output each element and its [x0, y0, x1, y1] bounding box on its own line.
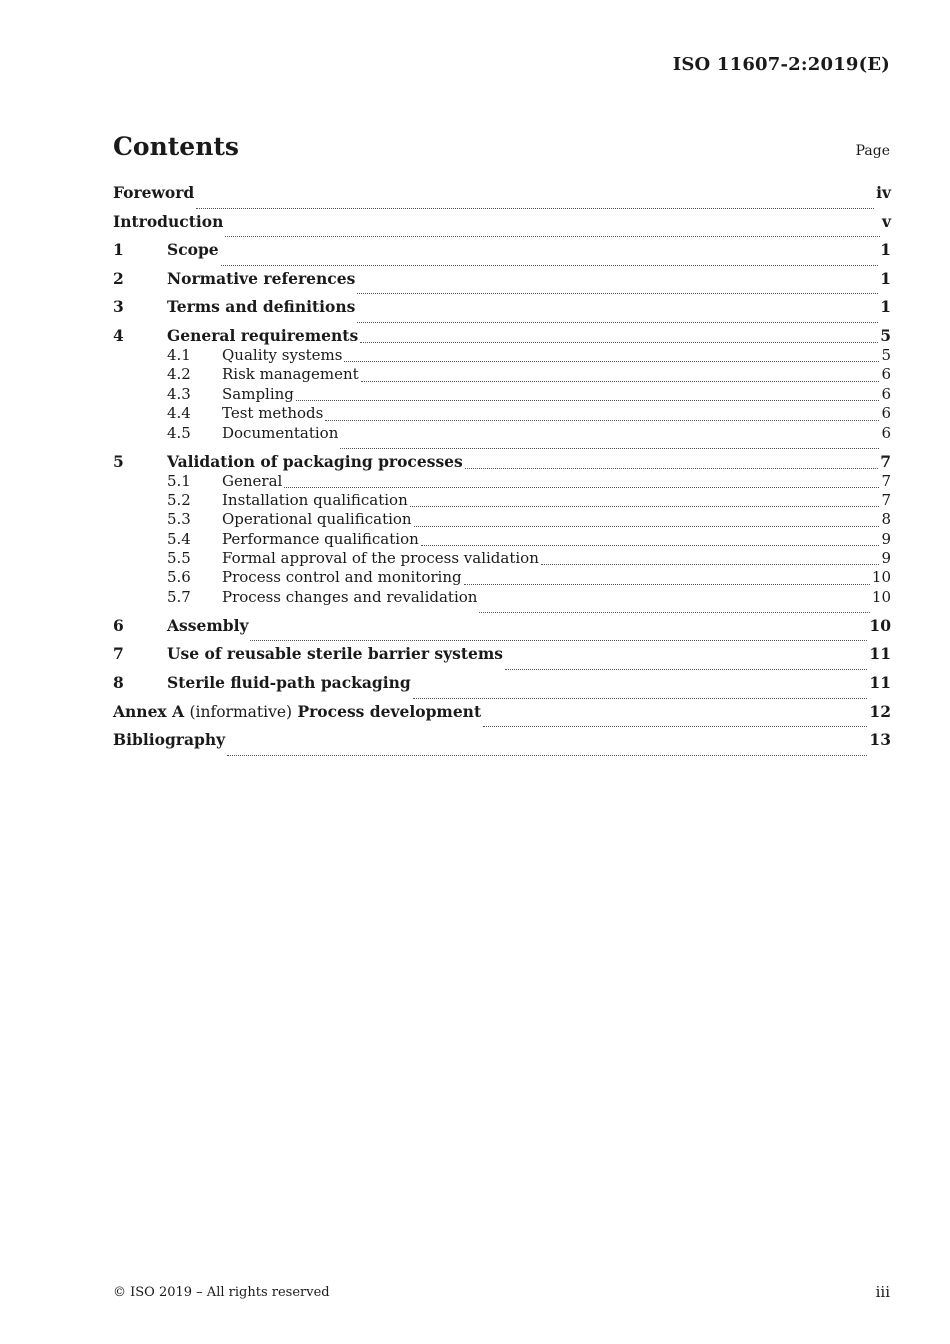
toc-title: Assembly [167, 615, 249, 635]
toc-page: 10 [871, 587, 891, 606]
toc-entry-foreword[interactable] [113, 183, 891, 212]
toc-page: 6 [881, 384, 891, 403]
toc-title: Operational qualification [222, 510, 412, 529]
toc-title: Normative references [167, 268, 356, 288]
toc-number: 5.7 [167, 587, 191, 606]
dot-leader [421, 544, 880, 546]
toc-number: 5.1 [167, 471, 191, 490]
toc-entry-annex-a[interactable] [113, 702, 891, 731]
toc-entry-2[interactable] [113, 269, 891, 298]
toc-entry-8[interactable] [113, 673, 891, 702]
toc-title: Performance qualification [222, 529, 419, 548]
toc-subentry-5-7[interactable] [113, 588, 891, 616]
toc-entry-introduction[interactable] [113, 212, 891, 241]
toc-page: iv [876, 183, 891, 202]
toc-subentry-5-4[interactable] [113, 530, 891, 549]
dot-leader [541, 563, 880, 565]
dot-leader [465, 467, 878, 469]
dot-leader [296, 399, 880, 401]
dot-leader [357, 292, 878, 294]
toc-title: Quality systems [222, 345, 343, 364]
annex-note: (informative) [189, 702, 293, 721]
dot-leader [325, 419, 879, 421]
toc-page: 13 [869, 730, 891, 750]
toc-number: 5.6 [167, 568, 191, 587]
toc-page: 6 [881, 423, 891, 442]
toc-entry-3[interactable] [113, 297, 891, 326]
dot-leader [340, 447, 879, 449]
toc-title: Installation qualification [222, 490, 408, 509]
toc-title: Scope [167, 240, 219, 260]
toc-subentry-5-3[interactable] [113, 510, 891, 529]
dot-leader [221, 264, 879, 266]
dot-leader [227, 754, 867, 756]
toc-number: 5.5 [167, 549, 191, 568]
toc-subentry-5-5[interactable] [113, 549, 891, 568]
dot-leader [250, 639, 867, 641]
page-column-label: Page [855, 143, 890, 159]
toc-number: 4.4 [167, 404, 191, 423]
toc-number: 5.4 [167, 529, 191, 548]
toc-page: 7 [880, 451, 891, 471]
toc-title: Documentation [222, 423, 339, 442]
contents-heading: Contents [113, 132, 240, 161]
toc-title [113, 702, 481, 721]
toc-entry-6[interactable] [113, 616, 891, 645]
dot-leader [225, 235, 880, 237]
toc-title: Test methods [222, 404, 324, 423]
toc-title: Sampling [222, 384, 294, 403]
page-number: iii [875, 1283, 890, 1301]
toc-subentry-4-4[interactable] [113, 404, 891, 423]
dot-leader [196, 207, 874, 209]
toc-page: 11 [869, 644, 891, 664]
toc-number: 5.2 [167, 490, 191, 509]
toc-entry-1[interactable] [113, 240, 891, 269]
toc-number: 1 [113, 240, 124, 260]
toc-number: 2 [113, 268, 124, 288]
toc-title: Use of reusable sterile barrier systems [167, 644, 504, 664]
toc-page: 1 [880, 268, 891, 288]
toc-number: 7 [113, 644, 124, 664]
dot-leader [410, 505, 880, 507]
toc-entry-bibliography[interactable] [113, 730, 891, 759]
toc-number: 6 [113, 615, 124, 635]
toc-number: 5.3 [167, 510, 191, 529]
toc-entry-4[interactable] [113, 326, 891, 346]
toc-entry-7[interactable] [113, 644, 891, 673]
toc-number: 4.2 [167, 365, 191, 384]
toc-title: Formal approval of the process validation [222, 549, 539, 568]
dot-leader [360, 341, 878, 343]
toc-page: 1 [880, 240, 891, 260]
toc-page: 7 [881, 471, 891, 490]
toc-page: 10 [869, 615, 891, 635]
toc-page: 9 [881, 529, 891, 548]
toc-title: Validation of packaging processes [167, 451, 463, 471]
toc-title: Process changes and revalidation [222, 587, 478, 606]
toc-number: 4.3 [167, 384, 191, 403]
toc-page: 12 [869, 701, 891, 721]
toc-subentry-5-2[interactable] [113, 491, 891, 510]
toc-page: 9 [881, 549, 891, 568]
toc-page: 6 [881, 365, 891, 384]
toc-page: 7 [881, 490, 891, 509]
dot-leader [344, 360, 879, 362]
dot-leader [284, 486, 879, 488]
standard-id: ISO 11607-2:2019(E) [672, 54, 890, 75]
toc-page: 5 [880, 325, 891, 345]
toc-title: General [222, 471, 283, 490]
toc-page: v [881, 211, 891, 231]
dot-leader [483, 725, 867, 727]
toc-page: 1 [880, 297, 891, 317]
toc-subentry-4-1[interactable] [113, 346, 891, 365]
dot-leader [413, 697, 868, 699]
toc-page: 11 [869, 673, 891, 693]
toc-subentry-4-3[interactable] [113, 385, 891, 404]
toc-page: 5 [881, 345, 891, 364]
annex-label: Annex A [113, 701, 185, 721]
table-of-contents [113, 183, 891, 759]
toc-entry-5[interactable] [113, 452, 891, 472]
dot-leader [414, 525, 880, 527]
toc-title: Bibliography [113, 730, 226, 750]
toc-number: 8 [113, 673, 124, 693]
dot-leader [357, 321, 878, 323]
toc-subentry-4-5[interactable] [113, 424, 891, 452]
toc-title: Sterile fluid-path packaging [167, 673, 411, 693]
toc-title: Foreword [113, 183, 195, 202]
toc-number: 3 [113, 297, 124, 317]
toc-number: 4.5 [167, 423, 191, 442]
toc-number: 4.1 [167, 345, 191, 364]
toc-page: 10 [871, 568, 891, 587]
toc-page: 6 [881, 404, 891, 423]
copyright-notice: © ISO 2019 – All rights reserved [113, 1285, 330, 1300]
toc-title: General requirements [167, 325, 359, 345]
toc-title: Risk management [222, 365, 359, 384]
dot-leader [464, 583, 870, 585]
dot-leader [479, 611, 869, 613]
toc-title: Introduction [113, 211, 224, 231]
dot-leader [361, 380, 880, 382]
toc-number: 5 [113, 451, 124, 471]
toc-number: 4 [113, 325, 124, 345]
toc-page: 8 [881, 510, 891, 529]
toc-title: Process control and monitoring [222, 568, 462, 587]
toc-title: Terms and definitions [167, 297, 356, 317]
toc-subentry-4-2[interactable] [113, 365, 891, 384]
dot-leader [505, 668, 867, 670]
annex-title: Process development [297, 701, 482, 721]
toc-subentry-5-6[interactable] [113, 568, 891, 587]
toc-subentry-5-1[interactable] [113, 472, 891, 491]
